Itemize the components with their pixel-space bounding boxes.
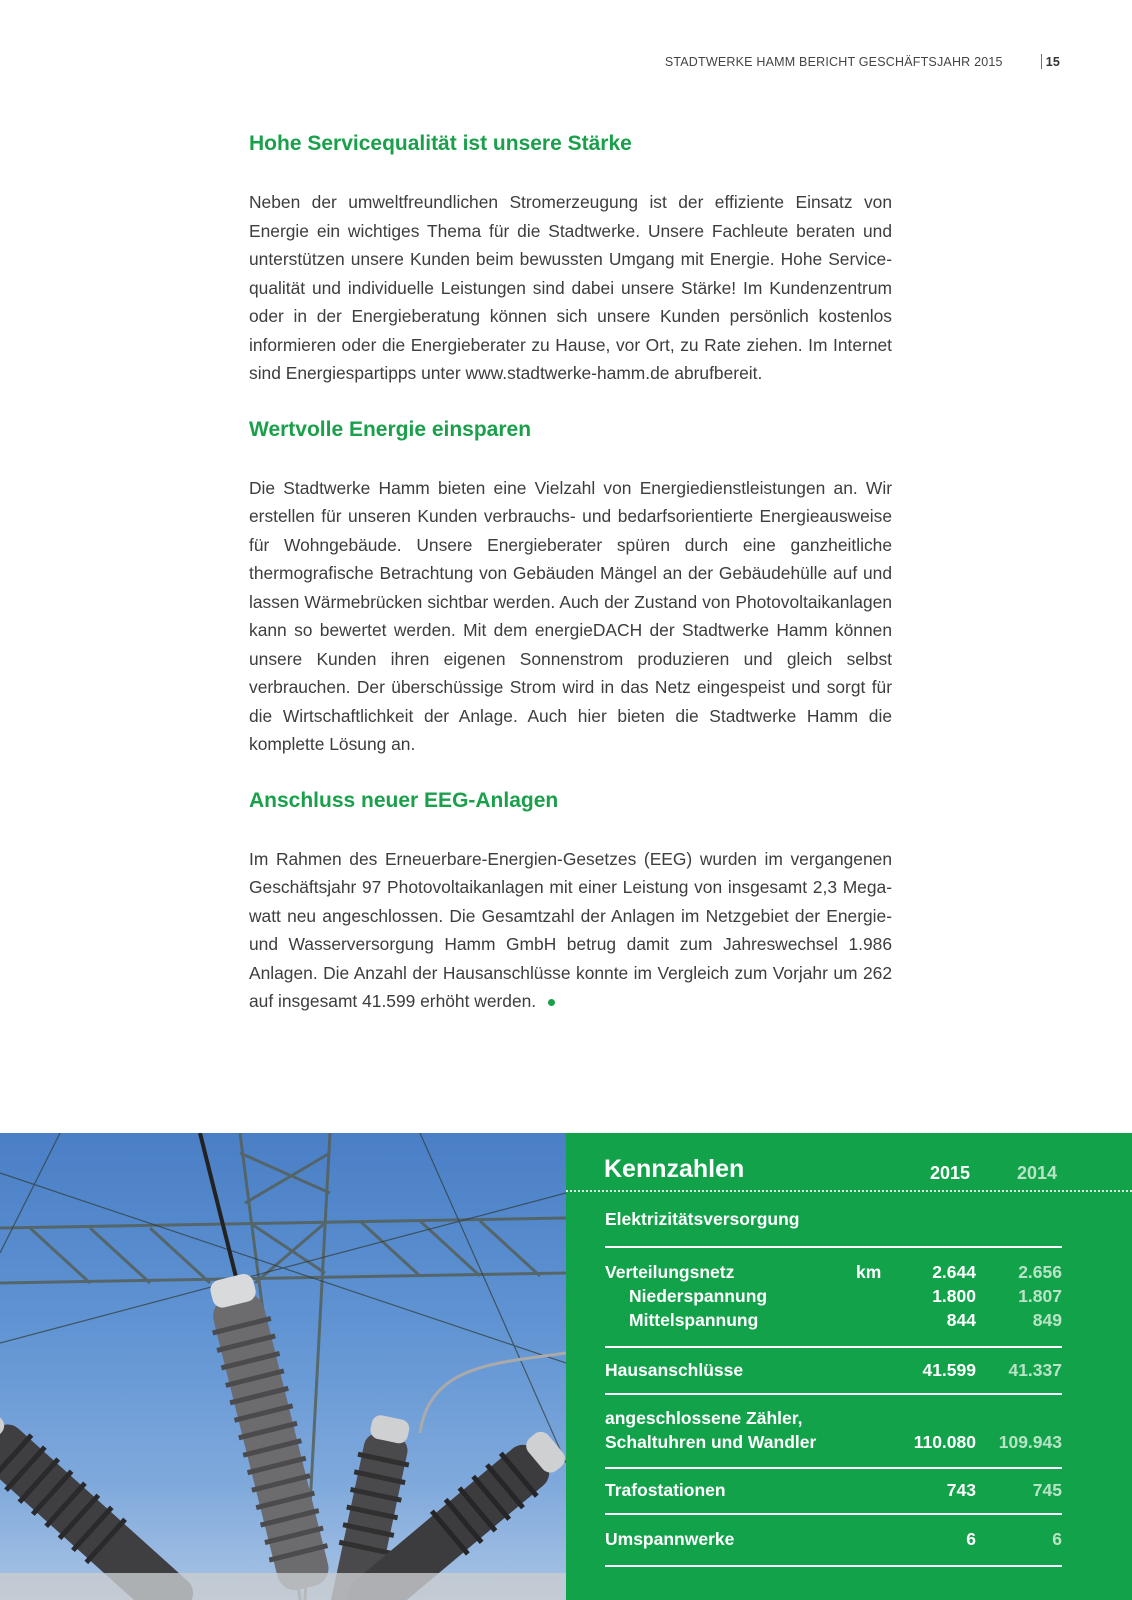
- column-year-2014: 2014: [1017, 1163, 1058, 1183]
- heading-eeg-anlagen: Anschluss neuer EEG-Anlagen: [249, 788, 559, 812]
- page-number: 15: [1045, 54, 1060, 69]
- insulator-illustration: [0, 1133, 566, 1600]
- value-2014: 1.807: [1018, 1286, 1062, 1306]
- value-2015: 2.644: [932, 1262, 976, 1282]
- value-2014: 109.943: [998, 1432, 1062, 1452]
- report-title: STADTWERKE HAMM BERICHT GESCHÄFTSJAHR 2015: [664, 54, 1003, 69]
- column-year-2015: 2015: [930, 1163, 971, 1183]
- row-label: Mittelspannung: [629, 1310, 759, 1330]
- value-2014: 849: [1032, 1310, 1062, 1330]
- table-rule: [605, 1346, 1062, 1348]
- value-2015: 743: [946, 1480, 976, 1500]
- heading-servicequalitaet: Hohe Servicequalität ist unsere Stärke: [249, 132, 632, 155]
- value-2014: 41.337: [1008, 1360, 1062, 1380]
- section-elektrizitaet: Elektrizitätsversorgung: [605, 1209, 800, 1229]
- table-rule: [605, 1513, 1062, 1515]
- header-divider: [1041, 54, 1042, 69]
- dotted-divider: [566, 1190, 1132, 1192]
- row-label: Verteilungsnetz: [605, 1262, 735, 1282]
- paragraph-eeg-anlagen: [249, 845, 892, 1016]
- table-rule: [605, 1467, 1062, 1469]
- value-2015: 110.080: [913, 1432, 976, 1452]
- value-2015: 41.599: [922, 1360, 976, 1380]
- value-2014: 2.656: [1018, 1262, 1062, 1282]
- value-2015: 1.800: [932, 1286, 976, 1306]
- kennzahlen-panel: [566, 1133, 1132, 1600]
- table-rule: [605, 1393, 1062, 1395]
- row-label: Schaltuhren und Wandler: [605, 1432, 817, 1452]
- paragraph-servicequalitaet: Neben der umweltfreundlichen Stromerzeugung ist der effiziente Einsatz von Energie ein wichtiges Thema für die Stadtwerke. Unsere Fachleute beraten und unterstützen unsere Kunden beim bewussten Umgang mit Energie. Hohe Servicequalität und individuelle Leistungen sind dabei unsere Stärke! Im Kundenzentrum oder in der Energieberatung können sich unsere Kunden persönlich kostenlos informieren oder die Energieberater zu Hause, vor Ort, zu Rate ziehen. Im Internet sind Energiespartipps unter www.stadtwerke-hamm.de abrufbereit.: [249, 192, 892, 383]
- row-label: angeschlossene Zähler,: [605, 1408, 803, 1428]
- row-label: Hausanschlüsse: [605, 1360, 744, 1380]
- paragraph-energie-einsparen: Die Stadtwerke Hamm bieten eine Vielzahl von Energiedienstleistungen an. Wir erstellen für unseren Kunden verbrauchs- und bedarfsorientierte Energieausweise für Wohngebäude. Unsere Energieberater spüren durch eine ganzheitliche thermografische Betrachtung von Gebäuden Mängel an der Gebäudehülle auf und lassen Wärmebrücken sichtbar werden. Auch der Zustand von Photovoltaikanlagen kann so bewertet werden. Mit dem energieDACH der Stadtwerke Hamm können unsere Kunden ihren eigenen Sonnenstrom produzieren und gleich selbst verbrauchen. Der überschüssige Strom wird in das Netz eingespeist und sorgt für die Wirtschaftlichkeit der Anlage. Auch hier bieten die Stadtwerke Hamm die komplette Lösung an.: [249, 477, 892, 754]
- value-2014: 745: [1032, 1480, 1062, 1500]
- value-2014: 6: [1052, 1529, 1062, 1549]
- main-text: [249, 130, 892, 1044]
- row-label: Trafostationen: [605, 1480, 726, 1500]
- page-header: [665, 54, 1060, 69]
- value-2015: 844: [946, 1310, 976, 1330]
- kennzahlen-title: Kennzahlen: [604, 1155, 745, 1183]
- row-label: Niederspannung: [629, 1286, 768, 1306]
- heading-energie-einsparen: Wertvolle Energie einsparen: [249, 417, 532, 441]
- row-label: Umspannwerke: [605, 1529, 735, 1549]
- table-rule: [605, 1565, 1062, 1567]
- power-insulator-photo: [0, 1133, 566, 1600]
- paragraph-eeg-text: Im Rahmen des Erneuerbare-Energien-Gesetzes (EEG) wurden im vergangenen Geschäftsjahr 97 Photovoltaikanlagen mit einer Leistung von insgesamt 2,3 Megawatt neu angeschlossen. Die Gesamtzahl der Anlagen im Netzgebiet der Energie- und Wasserversorgung Hamm GmbH betrug damit zum Jahreswechsel 1.986 Anlagen. Die Anzahl der Hausanschlüsse konnte im Vergleich zum Vorjahr um 262 auf insgesamt 41.599 erhöht werden.: [249, 848, 892, 1011]
- end-bullet-icon: [548, 999, 555, 1006]
- value-2015: 6: [966, 1529, 976, 1549]
- table-rule: [605, 1246, 1062, 1248]
- row-unit: km: [856, 1262, 882, 1282]
